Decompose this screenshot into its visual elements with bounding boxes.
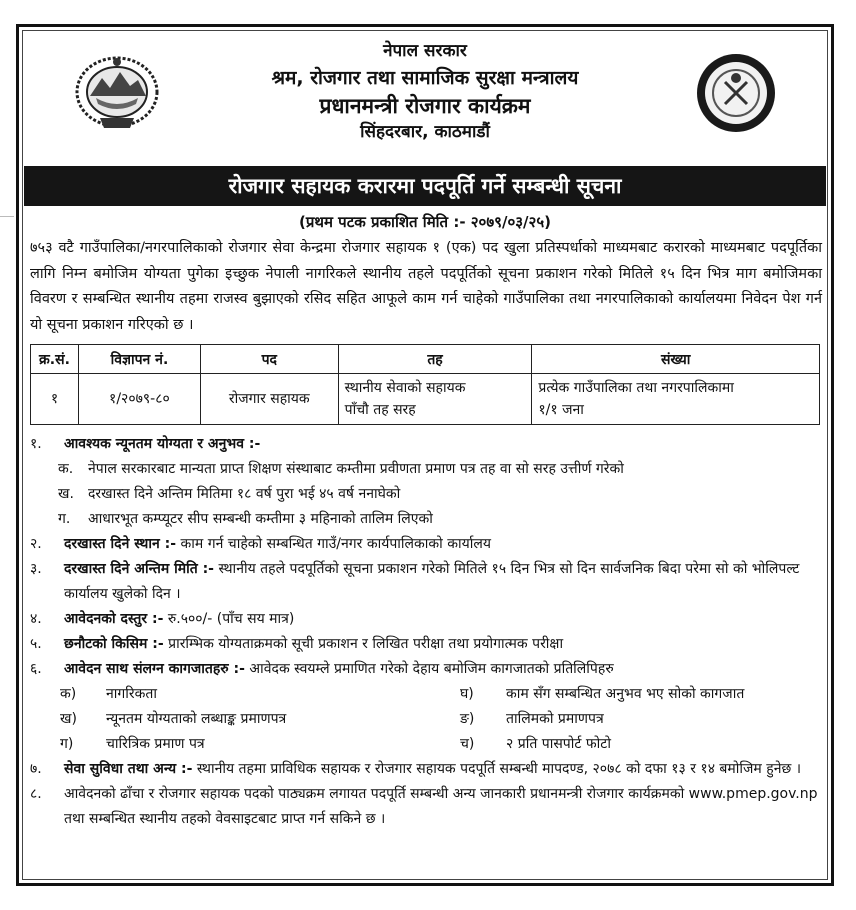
edge-line [0,216,14,217]
doc-key: घ) [460,686,474,702]
item-text: प्रारम्भिक योग्यताक्रमको सूची प्रकाशन र लिखित परीक्षा तथा प्रयोगात्मक परीक्षा [163,636,564,652]
col-level: तह [338,345,532,374]
item-title: दरखास्त दिने अन्तिम मिति :- [64,561,214,577]
header [22,38,828,144]
col-count: संख्या [532,345,820,374]
requirements-list [30,432,822,832]
item-text: स्थानीय तहमा प्राविधिक सहायक र रोजगार सहायक पदपूर्ति सम्बन्धी मापदण्ड, २०७८ को दफा १३ र १४ बमोजिम हुनेछ । [192,761,802,777]
col-sn: क्र.सं. [31,345,79,374]
item-number: १. [30,436,42,452]
item-number: ७. [30,761,42,777]
item-number: ८. [30,786,42,802]
table-row [31,374,820,425]
sub-item [30,457,822,482]
vacancy-table [30,344,820,425]
list-item [30,607,822,632]
item-title: आवेदन साथ संलग्न कागजातहरु :- [64,661,245,677]
doc-key: च) [460,736,475,752]
doc-text: काम सँग सम्बन्धित अनुभव भए सोको कागजात [506,686,745,702]
list-item [30,432,822,457]
item-number: ३. [30,561,42,577]
item-text: आवेदनको ढाँचा र रोजगार सहायक पदको पाठ्यक्रम लगायत पदपूर्ति सम्बन्धी अन्य जानकारी प्रधानमन्त्री रोजगार कार्यक्रमको www.pmep.gov.np तथा सम्बन्धित स्थानीय तहको वेवसाइटबाट प्राप्त गर्न सकिने छ । [64,786,818,827]
header-gov: नेपाल सरकार [383,41,467,61]
item-title: सेवा सुविधा तथा अन्य :- [64,761,193,777]
item-text: काम गर्न चाहेको सम्बन्धित गाउँ/नगर कार्यपालिकाको कार्यालय [176,536,491,552]
doc-key: ङ) [460,711,475,727]
item-title: छनौटको किसिम :- [64,636,164,652]
cell-count [532,374,820,425]
item-title: दरखास्त दिने स्थान :- [64,536,177,552]
doc-text: नागरिकता [106,686,157,702]
sub-item-key: ख. [58,486,74,502]
header-address: सिंहदरबार, काठमाडौं [360,122,490,142]
doc-item [60,682,460,707]
cell-post: रोजगार सहायक [200,374,338,425]
item-title: आवश्यक न्यूनतम योग्यता र अनुभव :- [64,436,261,452]
doc-key: ख) [60,711,77,727]
sub-item-text: आधारभूत कम्प्यूटर सीप सम्बन्धी कम्तीमा ३ महिनाको तालिम लिएको [88,511,433,527]
table-header-row [31,345,820,374]
doc-item [460,732,820,757]
doc-text: २ प्रति पासपोर्ट फोटो [506,736,611,752]
sub-item-text: नेपाल सरकारबाट मान्यता प्राप्त शिक्षण संस्थाबाट कम्तीमा प्रवीणता प्रमाण पत्र तह वा सो सरह उत्तीर्ण गरेको [88,461,624,477]
doc-item [460,707,820,732]
doc-text: न्यूनतम योग्यताको लब्धाङ्क प्रमाणपत्र [106,711,287,727]
doc-key: क) [60,686,77,702]
documents-list [30,682,822,757]
notice-title-banner: रोजगार सहायक करारमा पदपूर्ति गर्ने सम्बन्धी सूचना [24,166,826,206]
list-item [30,632,822,657]
cell-sn: १ [31,374,79,425]
item-text: स्थानीय तहले पदपूर्तिको सूचना प्रकाशन गरेको मितिले १५ दिन भित्र सो दिन सार्वजनिक बिदा परेमा सो को भोलिपल्ट कार्यालय खुलेको दिन । [64,561,800,602]
col-adno: विज्ञापन नं. [78,345,200,374]
cell-level [338,374,532,425]
count-line2: १/१ जना [538,402,584,418]
doc-item [60,707,460,732]
doc-item [60,732,460,757]
item-number: ५. [30,636,42,652]
sub-item [30,482,822,507]
doc-key: ग) [60,736,74,752]
item-number: २. [30,536,42,552]
item-title: आवेदनको दस्तुर :- [64,611,164,627]
intro-paragraph: ७५३ वटै गाउँपालिका/नगरपालिकाको रोजगार सेवा केन्द्रमा रोजगार सहायक १ (एक) पद खुला प्रतिस्पर्धाको माध्यमबाट करारको माध्यमबाट पदपूर्तिका लागि निम्न बमोजिम योग्यता पुगेका इच्छुक नेपाली नागरिकले स्थानीय तहले पदपूर्तिको सूचना प्रकाशन गरेको मितिले १५ दिन भित्र माग बमोजिमका विवरण र सम्बन्धित स्थानीय तहमा राजस्व बुझाएको रसिद सहित आफूले काम गर्न चाहेको गाउँपालिका तथा नगरपालिकाको कार्यालयमा निवेदन पेश गर्न यो सूचना प्रकाशन गरिएको छ । [30,240,822,333]
cell-adno: १/२०७९-८० [78,374,200,425]
header-program: प्रधानमन्त्री रोजगार कार्यक्रम [319,94,531,118]
list-item [30,557,822,607]
list-item [30,757,822,782]
count-line1: प्रत्येक गाउँपालिका तथा नगरपालिकामा [538,380,734,396]
list-item [30,657,822,682]
doc-item [460,682,820,707]
level-line1: स्थानीय सेवाको सहायक [344,380,466,396]
sub-item-key: क. [58,461,74,477]
publish-date: (प्रथम पटक प्रकाशित मिति :- २०७९/०३/२५) [299,213,551,231]
level-line2: पाँचौ तह सरह [344,402,416,418]
sub-item-text: दरखास्त दिने अन्तिम मितिमा १८ वर्ष पुरा भई ४५ वर्ष ननाघेको [88,486,401,502]
sub-item-key: ग. [58,511,71,527]
list-item [30,532,822,557]
item-number: ६. [30,661,42,677]
item-text: रु.५००/- (पाँच सय मात्र) [163,611,295,627]
sub-item [30,507,822,532]
item-text: आवेदक स्वयम्ले प्रमाणित गरेको देहाय बमोजिम कागजातको प्रतिलिपिहरु [244,661,614,677]
header-ministry: श्रम, रोजगार तथा सामाजिक सुरक्षा मन्त्रालय [271,67,579,89]
doc-text: तालिमको प्रमाणपत्र [506,711,604,727]
col-post: पद [200,345,338,374]
list-item [30,782,822,832]
doc-text: चारित्रिक प्रमाण पत्र [106,736,205,752]
item-number: ४. [30,611,42,627]
